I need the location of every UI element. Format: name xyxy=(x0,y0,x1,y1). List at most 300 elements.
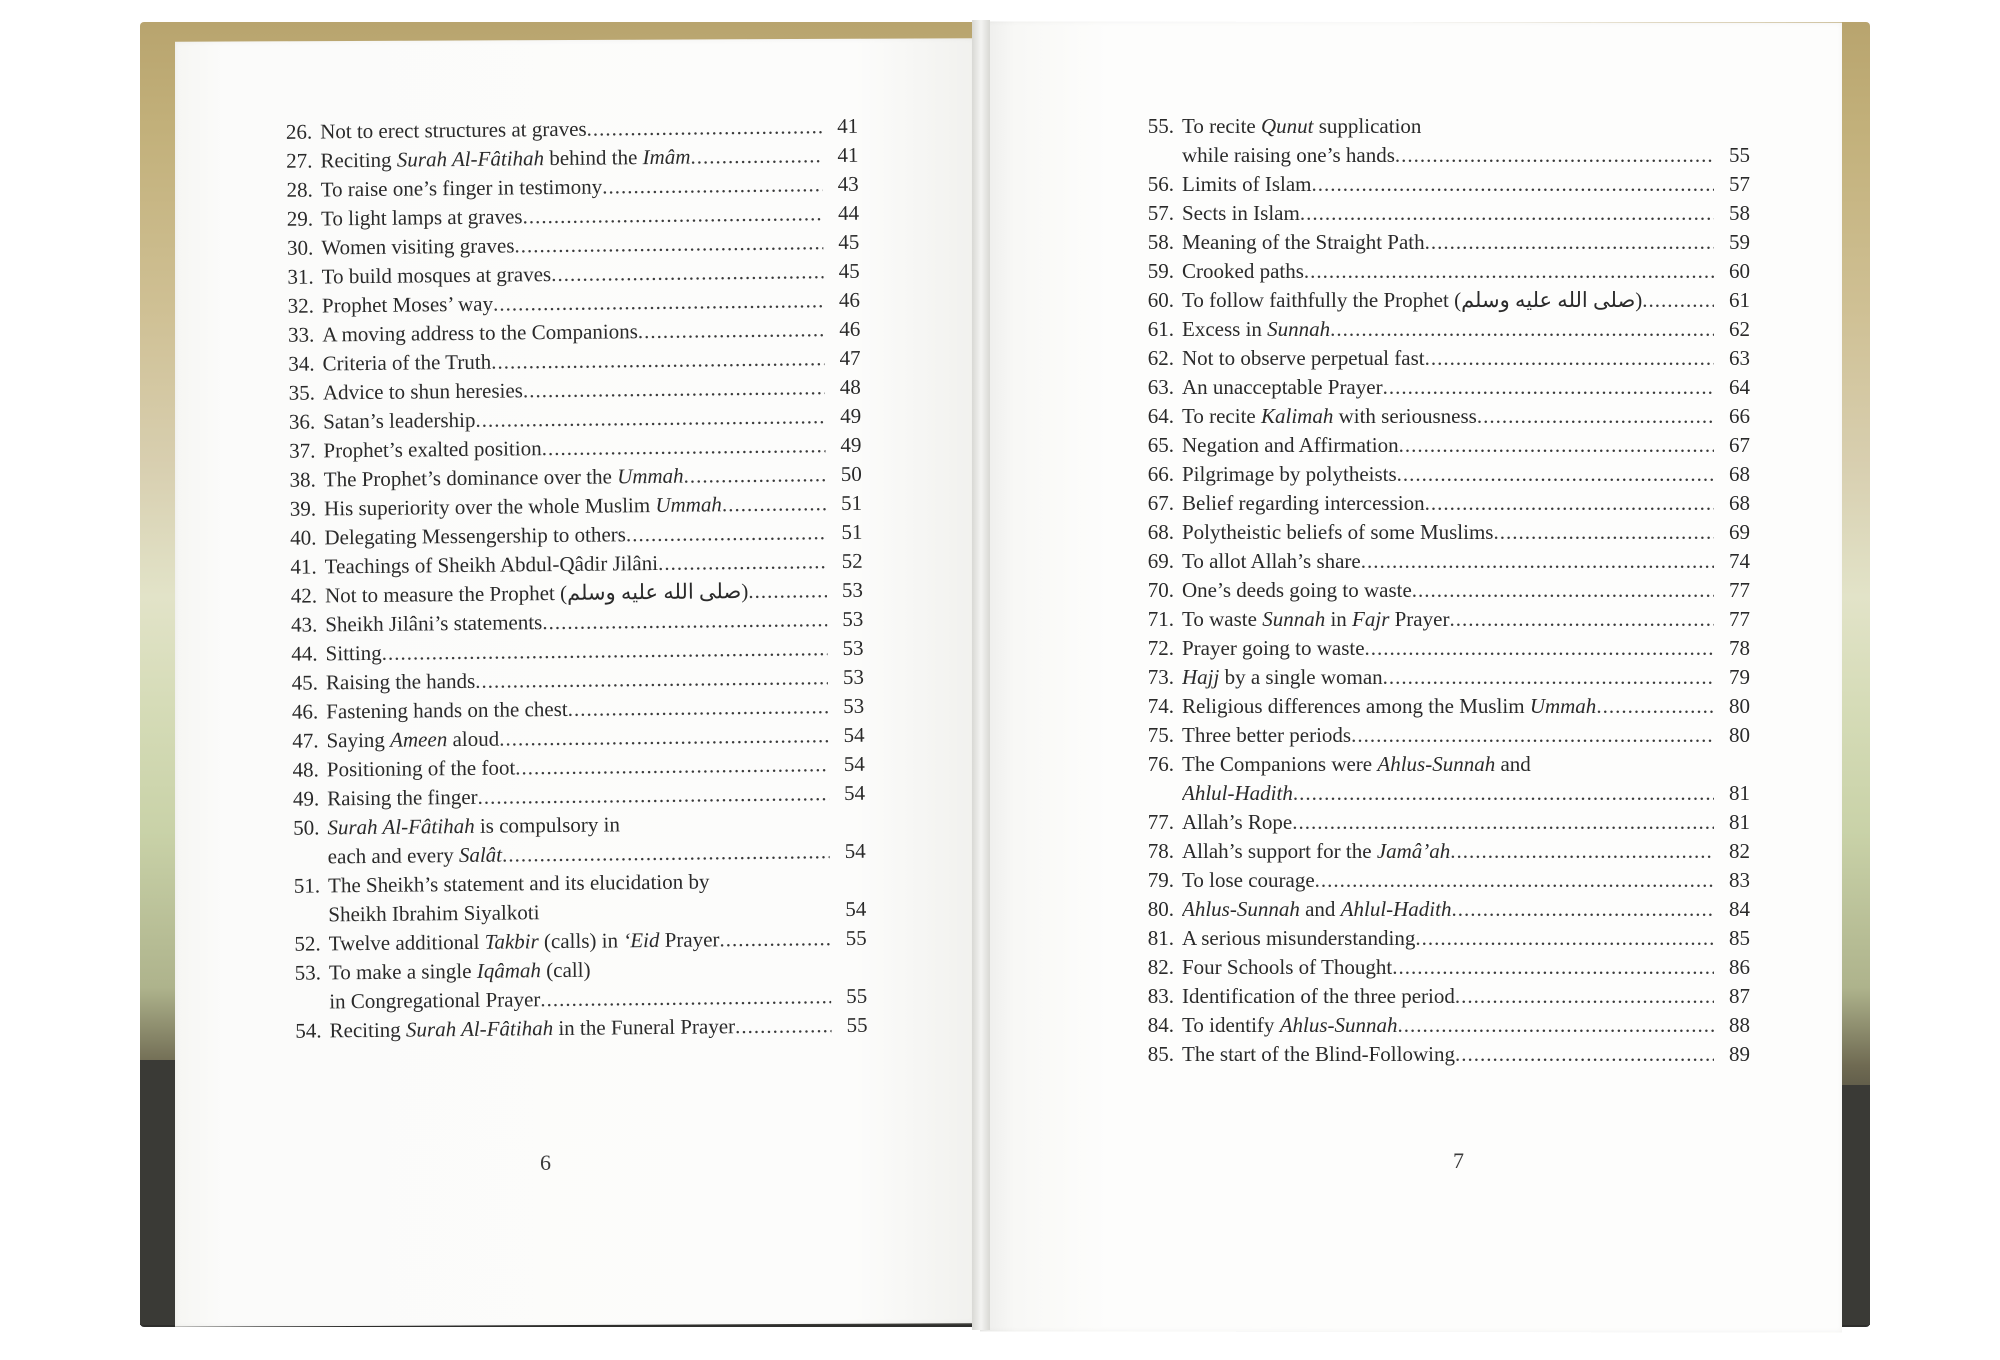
toc-entry-number: 31. xyxy=(287,264,314,289)
toc-entry-title-text-part: (calls) in xyxy=(538,928,624,954)
toc-entry-number: 50. xyxy=(293,815,320,840)
dot-leader xyxy=(568,692,829,724)
toc-entry-title-text-part: Takbir xyxy=(484,929,539,954)
toc-entry-page: 68 xyxy=(1729,491,1750,515)
toc-entry-page: 55 xyxy=(846,1012,868,1037)
toc-entry-title xyxy=(1182,547,1361,576)
toc-entry-title xyxy=(1182,924,1415,953)
toc-entry-title xyxy=(326,667,476,698)
toc-entry-title xyxy=(1182,286,1642,315)
toc-entry-number: 68. xyxy=(1147,520,1174,544)
toc-entry-number: 79. xyxy=(1147,868,1174,892)
toc-entry-title xyxy=(1182,228,1425,257)
toc-entry-title-text-part: Crooked paths xyxy=(1182,259,1304,283)
toc-entry-title xyxy=(323,434,541,465)
toc-entry-title-text-part: Iqâmah xyxy=(476,958,542,983)
toc-entry-title xyxy=(1182,431,1399,460)
toc-entry-number: 63. xyxy=(1147,375,1174,399)
toc-entry-page: 69 xyxy=(1729,520,1750,544)
dot-leader xyxy=(1392,953,1714,982)
toc-entry-number: 80. xyxy=(1147,897,1174,921)
toc-entry-number: 26. xyxy=(285,119,313,144)
toc-entry-page: 49 xyxy=(840,432,862,458)
toc-entry-title-text-part: Prayer xyxy=(1389,607,1450,631)
toc-entry-title-text-part: Raising the finger xyxy=(327,784,478,811)
toc-entry-page: 68 xyxy=(1729,462,1750,486)
toc-entry-number: 53. xyxy=(294,960,322,985)
toc-entry-title-text-part: Four Schools of Thought xyxy=(1182,955,1393,979)
toc-entry-title xyxy=(323,406,476,437)
dot-leader xyxy=(514,228,823,260)
toc-entry xyxy=(1130,808,1750,837)
dot-leader xyxy=(1425,344,1714,373)
toc-entry-title-text-part: Ummah xyxy=(1529,694,1597,718)
toc-entry xyxy=(1130,460,1750,489)
toc-entry-number: 40. xyxy=(290,525,317,550)
page-number-left: 6 xyxy=(540,1150,551,1175)
toc-entry-page: 88 xyxy=(1729,1013,1750,1037)
toc-entry-number: 62. xyxy=(1147,346,1174,370)
toc-entry-page: 49 xyxy=(840,403,862,429)
dot-leader xyxy=(1300,199,1714,228)
toc-entry-title-text-part: Negation and Affirmation xyxy=(1182,433,1399,457)
toc-entry-number: 70. xyxy=(1147,578,1174,602)
dot-leader xyxy=(540,982,831,1014)
toc-entry-number: 83. xyxy=(1147,984,1174,1008)
dot-leader xyxy=(499,721,829,753)
dot-leader xyxy=(1455,982,1714,1011)
toc-entry-page: 45 xyxy=(838,258,860,284)
toc-entry-title-text-part: Excess in xyxy=(1182,317,1268,341)
toc-entry-page: 41 xyxy=(836,113,859,139)
dot-leader xyxy=(551,257,824,289)
toc-entry-number: 37. xyxy=(289,438,316,463)
toc-entry-title-text-part: Reciting xyxy=(329,1017,407,1043)
toc-entry-page: 87 xyxy=(1729,984,1750,1008)
toc-entry-title-text-part: behind the xyxy=(543,145,643,171)
toc-entry-title-text-part: Sunnah xyxy=(1262,607,1326,631)
toc-entry-number: 64. xyxy=(1147,404,1174,428)
toc-entry-title xyxy=(322,290,493,321)
toc-entry-title-text-part: Prayer xyxy=(659,927,720,952)
dot-leader xyxy=(475,663,828,696)
toc-entry-title-text-part: To recite xyxy=(1182,404,1261,428)
toc-entry-page: 83 xyxy=(1729,868,1750,892)
toc-entry-title xyxy=(1182,170,1312,199)
toc-entry xyxy=(1130,837,1750,866)
toc-entry-title xyxy=(1182,808,1292,837)
toc-entry-page: 54 xyxy=(843,722,865,748)
book-gutter xyxy=(972,20,990,1330)
toc-entry-page: 58 xyxy=(1729,201,1750,225)
dot-leader xyxy=(522,199,823,231)
toc-entry xyxy=(1130,373,1750,402)
dot-leader xyxy=(638,315,825,346)
toc-entry xyxy=(1130,953,1750,982)
toc-entry-title xyxy=(325,577,749,610)
toc-entry-title-continued xyxy=(328,841,503,872)
toc-entry-title xyxy=(1182,315,1330,344)
dot-leader xyxy=(1351,721,1714,750)
toc-entry-title-text-part: ‘Eid xyxy=(623,927,660,953)
toc-entry xyxy=(1130,257,1750,286)
toc-entry-page: 52 xyxy=(841,548,863,574)
toc-entry-number: 66. xyxy=(1147,462,1174,486)
toc-entry-title-text-part: Surah Al-Fâtihah xyxy=(327,813,475,840)
toc-entry-title-text-part: Ahlus-Sunnah xyxy=(1182,897,1300,921)
toc-entry-page: 60 xyxy=(1729,259,1750,283)
toc-entry-title-text-part: Qunut xyxy=(1261,114,1314,138)
toc-entry-page: 80 xyxy=(1729,694,1750,718)
toc-entry-page: 55 xyxy=(1729,143,1750,167)
toc-entry-title xyxy=(1182,721,1351,750)
toc-entry-title-text-part: Hajj xyxy=(1182,665,1220,689)
toc-entry-page: 89 xyxy=(1729,1042,1750,1066)
toc-entry-number: 65. xyxy=(1147,433,1174,457)
toc-entry-title-text-part: One’s deeds going to waste xyxy=(1182,578,1412,602)
dot-leader xyxy=(690,141,822,171)
toc-entry-title xyxy=(322,348,491,379)
toc-entry-title-text-part: (call) xyxy=(540,957,591,983)
toc-entry-title-continued-text-part: while raising one’s hands xyxy=(1182,143,1395,167)
toc-entry xyxy=(1130,1040,1750,1069)
toc-entry xyxy=(1130,866,1750,895)
dot-leader xyxy=(1399,431,1714,460)
toc-entry-number: 45. xyxy=(291,670,319,695)
toc-entry-number: 72. xyxy=(1147,636,1174,660)
toc-entry-page: 53 xyxy=(842,635,864,661)
toc-entry-title-text-part: To follow faithfully the Prophet (صلى الله عليه وسلم) xyxy=(1182,288,1643,312)
dot-leader xyxy=(1642,286,1714,315)
toc-entry-title-continued-text-part: Ahlul-Hadith xyxy=(1182,781,1293,805)
toc-entry-page: 50 xyxy=(840,461,862,487)
toc-entry-title xyxy=(1182,112,1421,141)
toc-entry-title-text-part: Allah’s Rope xyxy=(1182,810,1293,834)
toc-entry-title-continued-text-part: Salât xyxy=(458,842,503,868)
toc-entry-title-text-part: A serious misunderstanding xyxy=(1182,926,1416,950)
dot-leader xyxy=(1412,576,1714,605)
toc-entry xyxy=(277,1011,867,1046)
toc-entry-number: 78. xyxy=(1147,839,1174,863)
dot-leader xyxy=(1312,170,1715,199)
toc-entry-title-text-part: Twelve additional xyxy=(328,929,485,956)
dot-leader xyxy=(1304,257,1714,286)
toc-entry-title xyxy=(321,173,603,205)
toc-entry-title xyxy=(1182,518,1493,547)
toc-entry-title-text-part: and xyxy=(1495,752,1531,776)
toc-entry xyxy=(1130,750,1750,779)
toc-entry-number: 58. xyxy=(1147,230,1174,254)
toc-entry-page: 77 xyxy=(1729,607,1750,631)
toc-entry-title-text-part: Fajr xyxy=(1352,607,1390,631)
toc-entry-page: 84 xyxy=(1729,897,1750,921)
toc-entry-title xyxy=(1182,460,1397,489)
toc-entry-title-text-part: To lose courage xyxy=(1182,868,1315,892)
toc-entry-number: 60. xyxy=(1147,288,1174,312)
toc-entry-title xyxy=(322,260,552,291)
toc-entry-number: 42. xyxy=(290,583,318,608)
toc-entry-number: 71. xyxy=(1147,607,1174,631)
toc-entry-title xyxy=(325,549,659,581)
toc-entry xyxy=(1130,170,1750,199)
toc-entry-title-text-part: Reciting xyxy=(320,147,397,173)
toc-entry-page: 54 xyxy=(845,896,867,921)
toc-entry-title-text-part: aloud xyxy=(447,726,500,752)
toc-entry-page: 55 xyxy=(845,925,867,950)
toc-entry-page: 61 xyxy=(1729,288,1750,312)
toc-entry-title xyxy=(1182,953,1392,982)
dot-leader xyxy=(1315,866,1714,895)
dot-leader xyxy=(502,837,830,869)
toc-entry-page: 85 xyxy=(1729,926,1750,950)
toc-entry-title xyxy=(1182,199,1300,228)
toc-entry-page: 86 xyxy=(1729,955,1750,979)
toc-entry-title-text-part: Teachings of Sheikh Abdul-Qâdir Jilâni xyxy=(324,550,659,579)
dot-leader xyxy=(1451,895,1714,924)
toc-entry-number: 29. xyxy=(286,206,314,231)
toc-entry-page: 53 xyxy=(842,664,865,690)
toc-entry xyxy=(1130,315,1750,344)
toc-entry-page: 82 xyxy=(1729,839,1750,863)
toc-entry-continuation xyxy=(1130,779,1750,808)
dot-leader xyxy=(541,431,825,463)
toc-entry-title xyxy=(1182,373,1383,402)
toc-entry-title-text-part: is compulsory in xyxy=(474,812,620,838)
toc-entry-number: 38. xyxy=(289,467,316,492)
toc-entry-title-text-part: The Sheikh’s statement and its elucidation by xyxy=(327,869,710,898)
toc-entry-title-text-part: Not to measure the Prophet (صلى الله عليه وسلم) xyxy=(324,578,749,608)
toc-entry-page: 44 xyxy=(837,200,860,226)
toc-entry-title xyxy=(326,725,499,756)
toc-entry-page: 79 xyxy=(1729,665,1750,689)
toc-entry-page: 66 xyxy=(1729,404,1750,428)
toc-entry-title-text-part: Ahlul-Hadith xyxy=(1340,897,1452,921)
toc-entry-title-text-part: Prayer going to waste xyxy=(1182,636,1365,660)
dot-leader xyxy=(1449,605,1714,634)
toc-entry-number: 73. xyxy=(1147,665,1174,689)
toc-entry-title-text-part: His superiority over the whole Muslim xyxy=(323,492,656,521)
toc-entry-page: 64 xyxy=(1729,375,1750,399)
toc-entry-title xyxy=(325,639,381,669)
dot-leader xyxy=(658,547,827,578)
toc-entry-page: 81 xyxy=(1729,781,1750,805)
toc-entry xyxy=(1130,692,1750,721)
dot-leader xyxy=(1450,837,1714,866)
toc-entry-title-continued xyxy=(328,898,539,929)
dot-leader xyxy=(1455,1040,1714,1069)
dot-leader xyxy=(722,489,827,519)
toc-entry-number: 59. xyxy=(1147,259,1174,283)
toc-entry-page: 81 xyxy=(1729,810,1750,834)
toc-entry-title xyxy=(320,115,587,147)
toc-entry-page: 54 xyxy=(843,751,865,777)
toc-entry-page: 53 xyxy=(843,693,865,719)
toc-entry-title xyxy=(1182,634,1365,663)
toc-entry-number: 81. xyxy=(1147,926,1174,950)
toc-entry-title xyxy=(324,462,684,495)
toc-entry-title-continued xyxy=(1182,779,1293,808)
toc-entry-title xyxy=(321,202,523,233)
toc-entry-number: 41. xyxy=(290,554,317,579)
toc-entry-page: 74 xyxy=(1729,549,1750,573)
toc-left-list xyxy=(268,112,868,1046)
toc-entry-page: 48 xyxy=(839,374,861,400)
toc-entry xyxy=(1130,112,1750,141)
toc-entry-page: 54 xyxy=(843,780,866,806)
toc-entry-number: 85. xyxy=(1147,1042,1174,1066)
toc-entry xyxy=(1130,489,1750,518)
toc-entry-title-text-part: Not to erect structures at graves xyxy=(320,116,587,144)
toc-entry-number: 82. xyxy=(1147,955,1174,979)
toc-entry-page: 41 xyxy=(837,142,859,168)
toc-entry-title xyxy=(1182,1011,1398,1040)
dot-leader xyxy=(1415,924,1714,953)
toc-entry-title-continued xyxy=(329,985,540,1016)
toc-entry-title xyxy=(1182,663,1383,692)
toc-entry-title-text-part: Imâm xyxy=(642,144,691,170)
toc-entry-number: 30. xyxy=(286,235,314,260)
dot-leader xyxy=(381,634,827,668)
toc-entry-title-text-part: Limits of Islam xyxy=(1182,172,1312,196)
dot-leader xyxy=(515,750,829,782)
toc-entry-title-text-part: Fastening hands on the chest xyxy=(326,696,568,724)
toc-entry-number: 69. xyxy=(1147,549,1174,573)
toc-entry xyxy=(1130,344,1750,373)
dot-leader xyxy=(1596,692,1714,721)
toc-entry-title-text-part: Advice to shun heresies xyxy=(322,378,524,405)
toc-entry xyxy=(1130,199,1750,228)
toc-entry-page: 51 xyxy=(840,490,863,516)
dot-leader xyxy=(477,779,829,812)
toc-entry-title-text-part: Ahlus-Sunnah xyxy=(1377,752,1496,776)
toc-entry-title xyxy=(1182,576,1412,605)
toc-entry-number: 46. xyxy=(291,699,319,724)
toc-entry-title xyxy=(1182,402,1477,431)
toc-entry-title-text-part: Identification of the three period xyxy=(1182,984,1455,1008)
toc-entry-title xyxy=(1182,257,1304,286)
toc-entry-title-text-part: Criteria of the Truth xyxy=(322,349,492,376)
toc-entry-title xyxy=(1182,1040,1455,1069)
toc-entry-title xyxy=(321,231,514,262)
toc-entry-title-text-part: To raise one’s finger in testimony xyxy=(320,174,603,202)
toc-entry-title-text-part: and xyxy=(1299,897,1341,921)
toc-entry-number: 33. xyxy=(287,322,315,347)
toc-entry-title-continued-text-part: Sheikh Ibrahim Siyalkoti xyxy=(328,900,540,927)
toc-entry-title-text-part: Sunnah xyxy=(1267,317,1331,341)
dot-leader xyxy=(626,518,827,549)
toc-entry-page: 62 xyxy=(1729,317,1750,341)
toc-entry xyxy=(1130,924,1750,953)
toc-entry-page: 53 xyxy=(842,606,864,632)
toc-entry xyxy=(1130,547,1750,576)
toc-entry-title-text-part: Positioning of the foot xyxy=(326,755,516,782)
toc-entry-number: 54. xyxy=(295,1018,322,1043)
toc-entry-title-continued-text-part: in Congregational Prayer xyxy=(329,987,541,1014)
toc-entry-title-text-part: Three better periods xyxy=(1182,723,1352,747)
dot-leader xyxy=(735,1011,832,1041)
toc-entry xyxy=(1130,721,1750,750)
toc-entry-number: 56. xyxy=(1147,172,1174,196)
toc-entry xyxy=(1130,895,1750,924)
toc-entry-page: 57 xyxy=(1729,172,1750,196)
toc-entry xyxy=(1130,1011,1750,1040)
toc-entry xyxy=(1130,286,1750,315)
toc-entry-title xyxy=(327,783,478,814)
toc-entry-title-text-part: Religious differences among the Muslim xyxy=(1182,694,1530,718)
toc-entry-title-text-part: Women visiting graves xyxy=(321,233,515,260)
toc-entry-title-text-part: Satan’s leadership xyxy=(323,407,476,434)
toc-entry-title xyxy=(323,376,523,407)
toc-entry-title-text-part: The Prophet’s dominance over the xyxy=(323,464,618,492)
toc-entry-title-text-part: Polytheistic beliefs of some Muslims xyxy=(1182,520,1494,544)
toc-entry-title-text-part: Ahlus-Sunnah xyxy=(1279,1013,1398,1037)
toc-entry-page: 46 xyxy=(838,287,861,313)
toc-entry-page: 77 xyxy=(1729,578,1750,602)
dot-leader xyxy=(1425,489,1714,518)
toc-entry-number: 49. xyxy=(292,786,320,811)
dot-leader xyxy=(1293,779,1714,808)
toc-entry-title-text-part: Sitting xyxy=(325,640,382,666)
toc-entry-number: 76. xyxy=(1147,752,1174,776)
toc-entry-number: 34. xyxy=(288,351,315,376)
toc-entry-title xyxy=(329,956,591,988)
dot-leader xyxy=(1361,547,1714,576)
toc-entry-number: 51. xyxy=(293,873,321,898)
toc-entry-title-text-part: Surah Al-Fâtihah xyxy=(405,1016,554,1042)
toc-entry-title-text-part: The Companions were xyxy=(1182,752,1378,776)
toc-entry-title-continued-text-part: each and every xyxy=(327,843,460,869)
dot-leader xyxy=(1330,315,1714,344)
toc-entry-number: 57. xyxy=(1147,201,1174,225)
toc-entry-title-text-part: Surah Al-Fâtihah xyxy=(396,146,545,172)
dot-leader xyxy=(719,924,830,954)
dot-leader xyxy=(1383,373,1714,402)
dot-leader xyxy=(683,460,825,490)
toc-entry-title-text-part: Not to observe perpetual fast xyxy=(1182,346,1425,370)
toc-entry-title-text-part: Saying xyxy=(326,727,391,753)
toc-entry-page: 78 xyxy=(1729,636,1750,660)
toc-entry-title-text-part: To allot Allah’s share xyxy=(1182,549,1361,573)
toc-entry-number: 55. xyxy=(1147,114,1174,138)
toc-entry-title xyxy=(325,608,542,639)
toc-entry-title-text-part: Delegating Messengership to others xyxy=(324,522,627,550)
toc-entry-title-text-part: Prophet’s exalted position xyxy=(323,436,542,463)
dot-leader xyxy=(475,402,825,435)
toc-entry-page: 55 xyxy=(846,983,868,1008)
toc-entry-page: 43 xyxy=(837,171,859,197)
toc-entry-title xyxy=(1182,837,1450,866)
toc-entry-number: 84. xyxy=(1147,1013,1174,1037)
toc-entry-page: 53 xyxy=(841,577,864,603)
toc-entry-title xyxy=(1182,982,1455,1011)
dot-leader xyxy=(748,576,827,606)
toc-entry-title xyxy=(326,695,568,727)
toc-entry-number: 52. xyxy=(294,931,321,956)
dot-leader xyxy=(1477,402,1714,431)
toc-entry-title-text-part: To build mosques at graves xyxy=(321,262,552,289)
toc-entry-title-text-part: with seriousness xyxy=(1333,404,1477,428)
toc-entry-title-text-part: To recite xyxy=(1182,114,1261,138)
toc-entry-page: 54 xyxy=(844,838,866,864)
toc-entry-title-text-part: To make a single xyxy=(328,958,477,985)
toc-entry-title xyxy=(1182,344,1425,373)
toc-entry-title-text-part: Kalimah xyxy=(1261,404,1334,428)
toc-entry-title-text-part: To light lamps at graves xyxy=(320,204,523,231)
toc-entry-number: 44. xyxy=(291,641,318,666)
toc-entry xyxy=(1130,431,1750,460)
toc-entry-title xyxy=(1182,750,1531,779)
toc-entry-title-text-part: Ameen xyxy=(389,727,448,752)
